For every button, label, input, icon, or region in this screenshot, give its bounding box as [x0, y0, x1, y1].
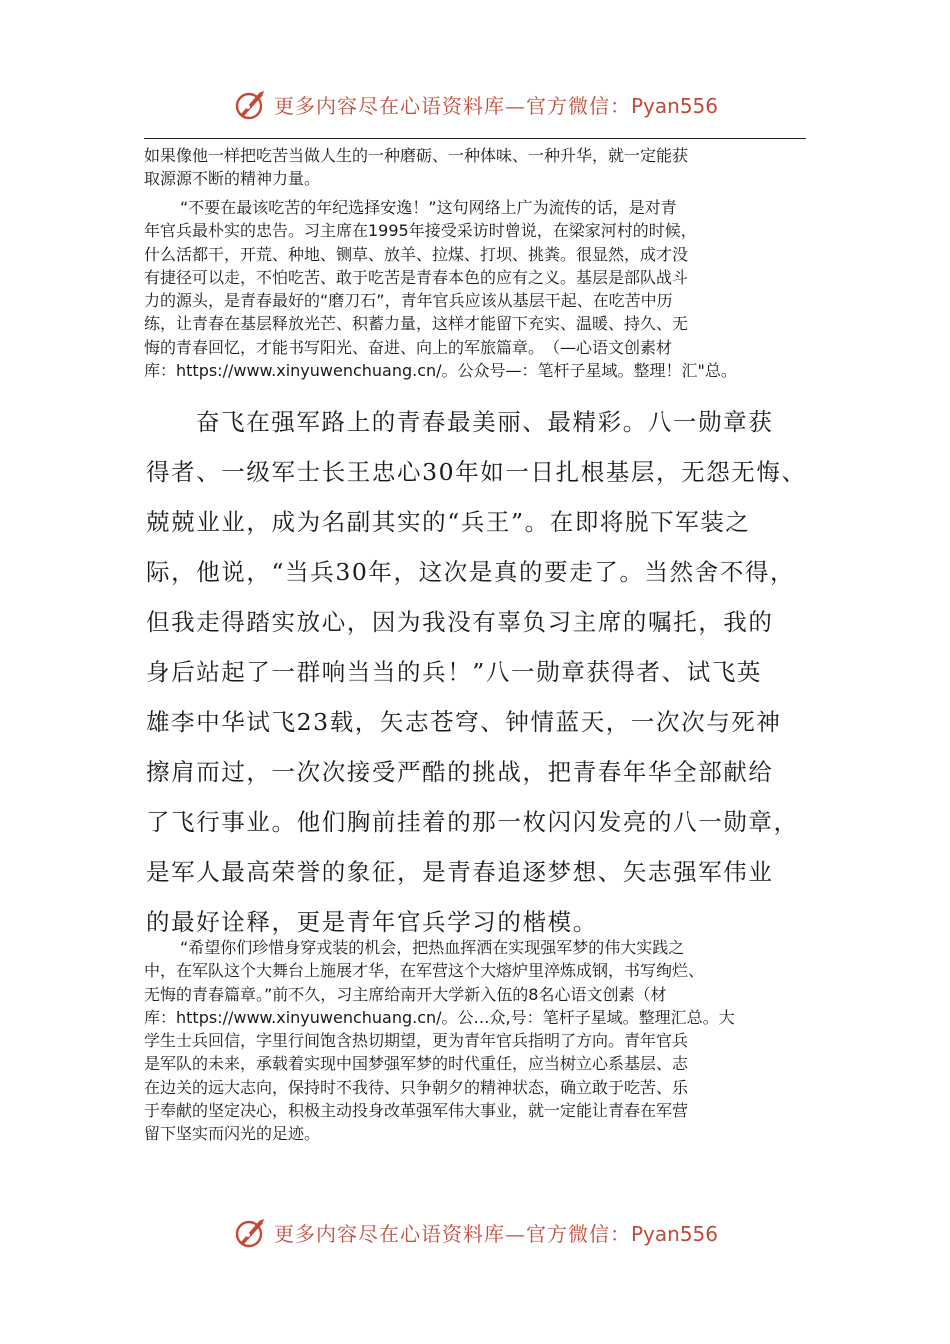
text-line: 的最好诠释，更是青年官兵学习的楷模。 — [146, 908, 598, 936]
text-line: 库：https://www.xinyuwenchuang.cn/。公众号—：笔杆子星域。整理！汇"总。 — [144, 361, 737, 381]
banner-text: 更多内容尽在心语资料库—官方微信： — [273, 93, 631, 118]
text-line: 奋飞在强军路上的青春最美丽、最精彩。八一勋章获 — [196, 408, 774, 436]
text-line: 于奉献的坚定决心，积极主动投身改革强军伟大事业，就一定能让青春在军营 — [144, 1101, 689, 1121]
text-line: 力的源头，是青春最好的“磨刀石”，青年官兵应该从基层干起、在吃苦中历 — [144, 291, 673, 311]
paragraph-3 — [146, 397, 810, 947]
footer-banner — [0, 1212, 950, 1252]
text-line: 中，在军队这个大舞台上施展才华，在军营这个大熔炉里淬炼成钢，书写绚烂、 — [144, 961, 705, 981]
text-line: 是军队的未来，承载着实现中国梦强军梦的时代重任，应当树立心系基层、志 — [144, 1054, 689, 1074]
footer-banner-content — [232, 1212, 718, 1252]
text-line: 学生士兵回信，字里行间饱含热切期望，更为青年官兵指明了方向。青年官兵 — [144, 1031, 689, 1051]
text-line: 练，让青春在基层释放光芒、积蓄力量，这样才能留下充实、温暖、持久、无 — [144, 314, 689, 334]
banner-text: 更多内容尽在心语资料库—官方微信： — [273, 1221, 631, 1246]
header-banner — [0, 84, 950, 124]
text-line: 在边关的远大志向，保持时不我待、只争朝夕的精神状态，确立敢于吃苦、乐 — [144, 1077, 689, 1097]
text-line: 悔的青春回忆，才能书写阳光、奋进、向上的军旅篇章。 （—心语文创素材 — [144, 337, 673, 357]
text-line: 什么活都干，开荒、种地、铡草、放羊、拉煤、打坝、挑粪。很显然，成才没 — [144, 244, 689, 264]
banner-handle: Pyan556 — [630, 1221, 718, 1246]
header-banner-content — [232, 84, 718, 124]
banner-title — [274, 90, 718, 119]
text-line: 雄李中华试飞23载，矢志苍穹、钟情蓝天，一次次与死神 — [146, 708, 782, 736]
banner-title — [274, 1218, 718, 1247]
text-line: 际，他说，“当兵30年，这次是真的要走了。当然舍不得， — [146, 558, 796, 586]
text-line: “不要在最该吃苦的年纪选择安逸！”这句网络上广为流传的话，是对青 — [180, 198, 677, 217]
text-line: “希望你们珍惜身穿戎装的机会，把热血挥洒在实现强军梦的伟大实践之 — [180, 938, 685, 957]
paragraph-2 — [144, 196, 806, 382]
header-divider — [144, 138, 806, 139]
pen-circle-logo-icon — [232, 84, 272, 124]
text-line: 是军人最高荣誉的象征，是青春追逐梦想、矢志强军伟业 — [146, 858, 774, 886]
text-line: 无悔的青春篇章。”前不久，习主席给南开大学新入伍的8名心语文创素（材 — [144, 984, 667, 1004]
text-line: 兢兢业业，成为名副其实的“兵王”。在即将脱下军装之 — [146, 508, 751, 536]
paragraph-4 — [144, 936, 806, 1146]
text-line: 年官兵最朴实的忠告。习主席在1995年接受采访时曾说，在梁家河村的时候， — [144, 221, 697, 241]
text-line: 了飞行事业。他们胸前挂着的那一枚闪闪发亮的八一勋章， — [146, 808, 799, 836]
banner-handle: Pyan556 — [630, 93, 718, 118]
text-line: 擦肩而过，一次次接受严酷的挑战，把青春年华全部献给 — [146, 758, 774, 786]
pen-circle-logo-icon — [232, 1212, 272, 1252]
text-line: 得者、一级军士长王忠心30年如一日扎根基层，无怨无悔、 — [146, 458, 807, 486]
text-line: 取源源不断的精神力量。 — [144, 169, 321, 189]
text-line: 如果像他一样把吃苦当做人生的一种磨砺、一种体味、一种升华，就一定能获 — [144, 146, 689, 165]
text-line: 有捷径可以走，不怕吃苦、敢于吃苦是青春本色的应有之义。基层是部队战斗 — [144, 267, 689, 287]
text-line: 身后站起了一群响当当的兵！”八一勋章获得者、试飞英 — [146, 658, 763, 686]
paragraph-1 — [144, 144, 806, 191]
text-line: 留下坚实而闪光的足迹。 — [144, 1124, 321, 1144]
text-line: 但我走得踏实放心，因为我没有辜负习主席的嘱托，我的 — [146, 608, 774, 636]
text-line: 库：https://www.xinyuwenchuang.cn/。公…众,号：笔杆子星域。整理汇总。大 — [144, 1007, 735, 1027]
